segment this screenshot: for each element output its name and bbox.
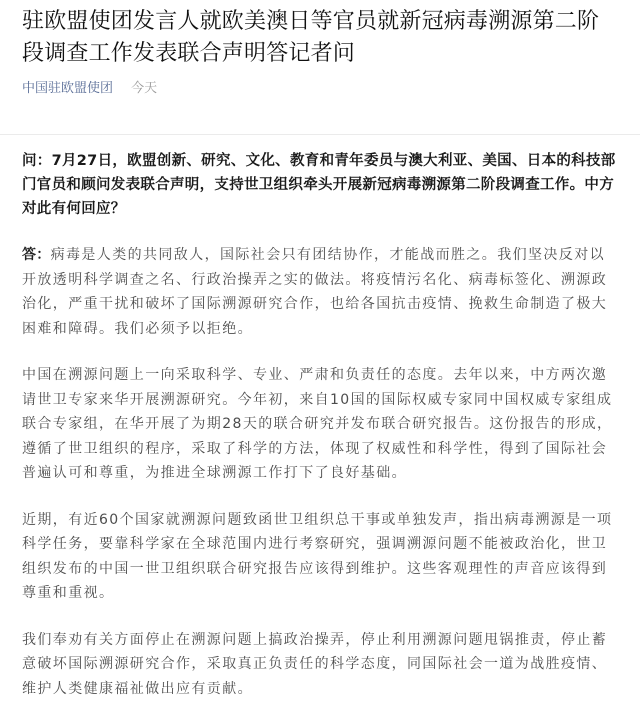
- article-meta: [22, 80, 620, 98]
- answer-lead: 答：: [22, 247, 51, 263]
- account-name-link[interactable]: 中国驻欧盟使团: [22, 81, 113, 96]
- divider: [0, 134, 640, 135]
- answer-paragraph-2: 中国在溯源问题上一向采取科学、专业、严肃和负责任的态度。去年以来，中方两次邀请世卫专家来华开展溯源研究。今年初，来自10国的国际权威专家同中国权威专家组成联合专家组，在华开展了为期28天的联合研究并发布联合研究报告。这份报告的形成，遵循了世卫组织的程序，采取了科学的方法，体现了权威性和科学性，得到了国际社会普遍认可和尊重，为推进全球溯源工作打下了良好基础。: [22, 363, 620, 486]
- publish-date: 今天: [131, 81, 157, 96]
- question-paragraph: 问：7月27日，欧盟创新、研究、文化、教育和青年委员与澳大利亚、美国、日本的科技部门官员和顾问发表联合声明，支持世卫组织牵头开展新冠病毒溯源第二阶段调查工作。中方对此有何回应？: [22, 149, 620, 221]
- answer-paragraph-3: 近期，有近60个国家就溯源问题致函世卫组织总干事或单独发声，指出病毒溯源是一项科学任务，要靠科学家在全球范围内进行考察研究，强调溯源问题不能被政治化，世卫组织发布的中国一世卫组织联合研究报告应该得到维护。这些客观理性的声音应该得到尊重和重视。: [22, 508, 620, 606]
- article-title: 驻欧盟使团发言人就欧美澳日等官员就新冠病毒溯源第二阶段调查工作发表联合声明答记者问: [22, 6, 620, 70]
- answer-paragraph-1: [22, 243, 620, 341]
- answer-paragraph-4: 我们奉劝有关方面停止在溯源问题上搞政治操弄，停止利用溯源问题甩锅推责，停止蓄意破坏国际溯源研究合作，采取真正负责任的科学态度，同国际社会一道为战胜疫情、维护人类健康福祉做出应有贡献。: [22, 628, 620, 701]
- answer-text-1: 病毒是人类的共同敌人，国际社会只有团结协作，才能战而胜之。我们坚决反对以开放透明科学调查之名、行政治操弄之实的做法。将疫情污名化、病毒标签化、溯源政治化，严重干扰和破坏了国际溯源研究合作，也给各国抗击疫情、挽救生命制造了极大困难和障碍。我们必须予以拒绝。: [22, 247, 607, 337]
